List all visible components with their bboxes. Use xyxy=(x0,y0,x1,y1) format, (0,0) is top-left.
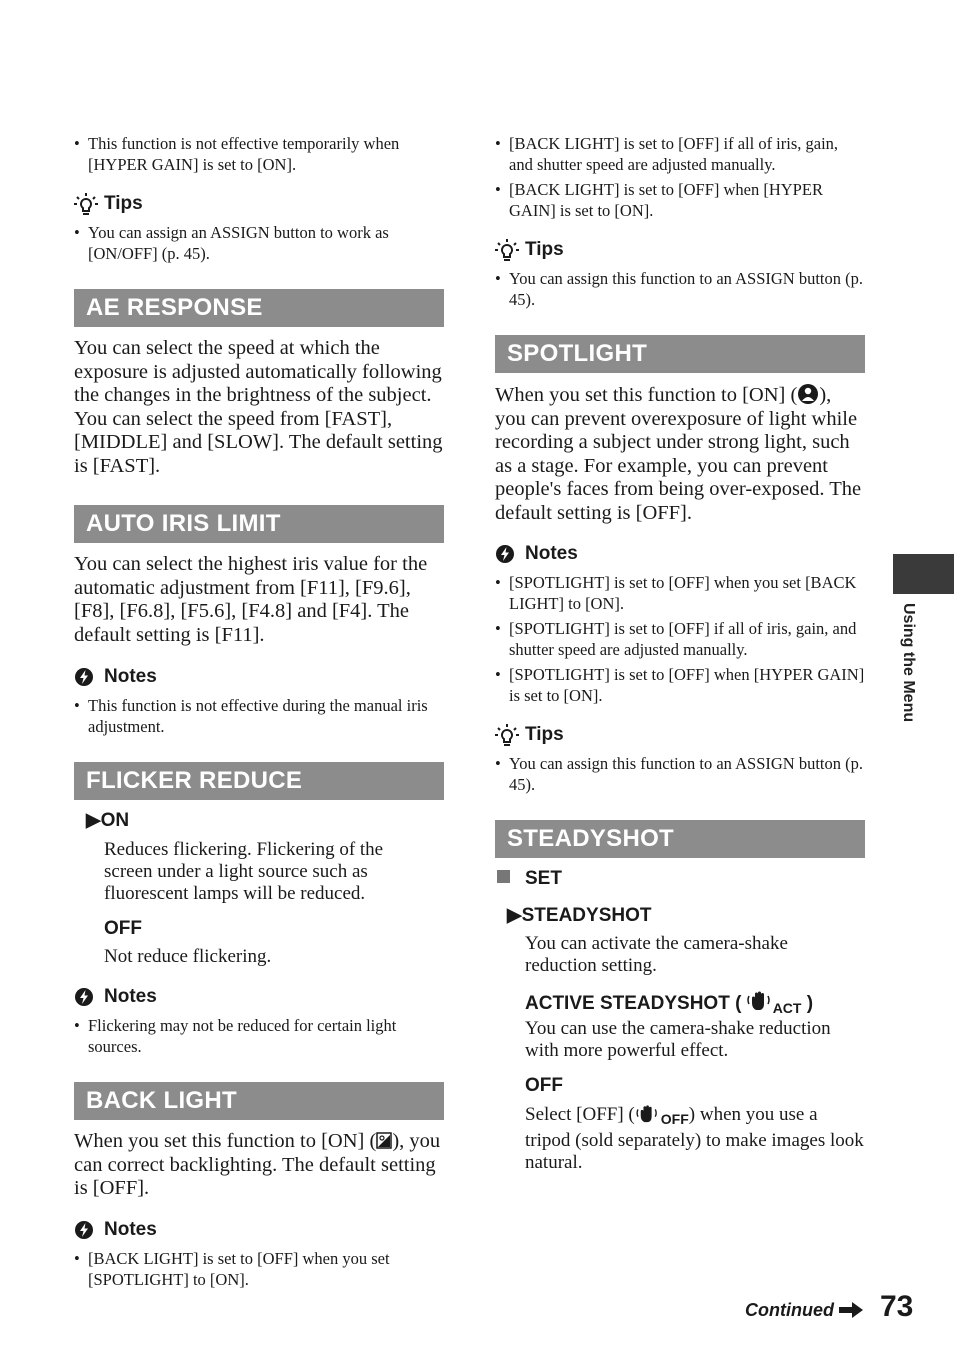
off-icon-label: OFF xyxy=(660,1111,689,1127)
bullet-dot: • xyxy=(495,269,501,288)
notes-bullet: • [SPOTLIGHT] is set to [OFF] if all of iris, gain, and shutter speed are adjusted manually. xyxy=(495,619,857,659)
backlight-icon xyxy=(376,1132,392,1149)
notes-label: Notes xyxy=(104,666,157,687)
section-title-ae-response: AE RESPONSE xyxy=(74,289,444,327)
default-arrow-icon: ▶ xyxy=(507,905,522,926)
back-light-bullet: • [BACK LIGHT] is set to [OFF] if all of iris, gain, and shutter speed are adjusted manually. xyxy=(495,134,839,174)
section-title-auto-iris-limit: AUTO IRIS LIMIT xyxy=(74,505,444,543)
hand-shake-off-icon xyxy=(635,1104,661,1124)
notes-bullet: • [SPOTLIGHT] is set to [OFF] when you set [BACK LIGHT] to [ON]. xyxy=(495,573,857,613)
tips-bullet: • You can assign this function to an ASSIGN button (p. 45). xyxy=(495,754,863,794)
ae-response-body: You can select the speed at which the exposure is adjusted automatically following the changes in the brightness of the subject. You can select the speed from [FAST], [MIDDLE] and [SLOW]. The default setting is [FAST]. xyxy=(74,337,443,477)
option-off: OFF xyxy=(104,918,142,939)
notes-bullet: • Flickering may not be reduced for certain light sources. xyxy=(74,1016,397,1056)
option-steadyshot: ▶STEADYSHOT xyxy=(507,905,652,926)
tips-bullet: • You can assign this function to an ASSIGN button (p. 45). xyxy=(495,269,863,309)
bullet-dot: • xyxy=(495,134,501,153)
notes-label: Notes xyxy=(104,1219,157,1240)
notes-label: Notes xyxy=(525,543,578,564)
set-heading: SET xyxy=(497,868,562,890)
lightbulb-icon xyxy=(495,239,519,263)
spotlight-icon xyxy=(797,383,819,405)
notes-bullet: • This function is not effective during the manual iris adjustment. xyxy=(74,696,428,736)
square-bullet-icon xyxy=(497,870,510,883)
option-active-steadyshot: ACTIVE STEADYSHOT ( $_{ACT}$ ) xyxy=(525,990,813,1019)
notes-label: Notes xyxy=(104,986,157,1007)
bullet-dot: • xyxy=(74,134,80,153)
bullet-dot: • xyxy=(495,180,501,199)
option-on-desc: Reduces flickering. Flickering of the screen under a light source such as fluorescent lamps will be reduced. xyxy=(104,839,384,904)
bullet-dot: • xyxy=(74,1249,80,1268)
notes-bullet: • [SPOTLIGHT] is set to [OFF] when [HYPER GAIN] is set to [ON]. xyxy=(495,665,865,705)
section-title-steadyshot: STEADYSHOT xyxy=(495,820,865,858)
bullet-dot: • xyxy=(495,665,501,684)
bullet-dot: • xyxy=(74,223,80,242)
bullet-dot: • xyxy=(495,573,501,592)
option-off-desc: Not reduce flickering. xyxy=(104,946,272,967)
continued-indicator: Continued xyxy=(745,1298,863,1322)
tips-label: Tips xyxy=(525,724,564,745)
back-light-body: When you set this function to [ON] ( ), you can correct backlighting. The default setting is [OFF]. xyxy=(74,1130,441,1200)
option-off-desc: Select [OFF] ( $_{OFF}$) when you use a tripod (sold separately) to make images look natural. xyxy=(525,1104,864,1173)
spotlight-body: When you set this function to [ON] ( ), you can prevent overexposure of light while recording a subject under strong light, such as a stage. For example, you can prevent people's faces from being over-exposed. The default setting is [OFF]. xyxy=(495,384,862,524)
chapter-tab xyxy=(893,554,954,594)
bullet-dot: • xyxy=(74,1016,80,1035)
option-steadyshot-desc: You can activate the camera-shake reduction setting. xyxy=(525,933,788,976)
back-light-bullet: • [BACK LIGHT] is set to [OFF] when [HYPER GAIN] is set to [ON]. xyxy=(495,180,823,220)
tips-bullet: • You can assign an ASSIGN button to work as [ON/OFF] (p. 45). xyxy=(74,223,389,263)
section-title-back-light: BACK LIGHT xyxy=(74,1082,444,1120)
notes-warning-icon xyxy=(74,667,94,687)
lightbulb-icon xyxy=(495,724,519,748)
hand-shake-icon xyxy=(747,990,773,1012)
lightbulb-icon xyxy=(74,193,98,217)
chapter-label: Using the Menu xyxy=(900,603,917,723)
act-icon-label: ACT xyxy=(772,1000,802,1016)
option-off: OFF xyxy=(525,1075,563,1096)
option-on: ▶ON xyxy=(86,810,130,831)
default-arrow-icon: ▶ xyxy=(86,810,101,831)
notes-bullet: • [BACK LIGHT] is set to [OFF] when you set [SPOTLIGHT] to [ON]. xyxy=(74,1249,390,1289)
notes-warning-icon xyxy=(74,1220,94,1240)
tips-label: Tips xyxy=(525,239,564,260)
section-title-flicker-reduce: FLICKER REDUCE xyxy=(74,762,444,800)
page-number: 73 xyxy=(880,1290,914,1323)
auto-iris-body: You can select the highest iris value for the automatic adjustment from [F11], [F9.6], [F8], [F6.8], [F5.6], [F4.8] and [F4]. The default setting is [F11]. xyxy=(74,553,428,646)
notes-warning-icon xyxy=(74,987,94,1007)
tips-label: Tips xyxy=(104,193,143,214)
bullet-dot: • xyxy=(495,619,501,638)
bullet-dot: • xyxy=(74,696,80,715)
arrow-right-icon xyxy=(839,1302,863,1318)
intro-bullet: • This function is not effective temporarily when [HYPER GAIN] is set to [ON]. xyxy=(74,134,400,174)
option-active-desc: You can use the camera-shake reduction with more powerful effect. xyxy=(525,1018,831,1061)
bullet-dot: • xyxy=(495,754,501,773)
section-title-spotlight: SPOTLIGHT xyxy=(495,335,865,373)
notes-warning-icon xyxy=(495,544,515,564)
